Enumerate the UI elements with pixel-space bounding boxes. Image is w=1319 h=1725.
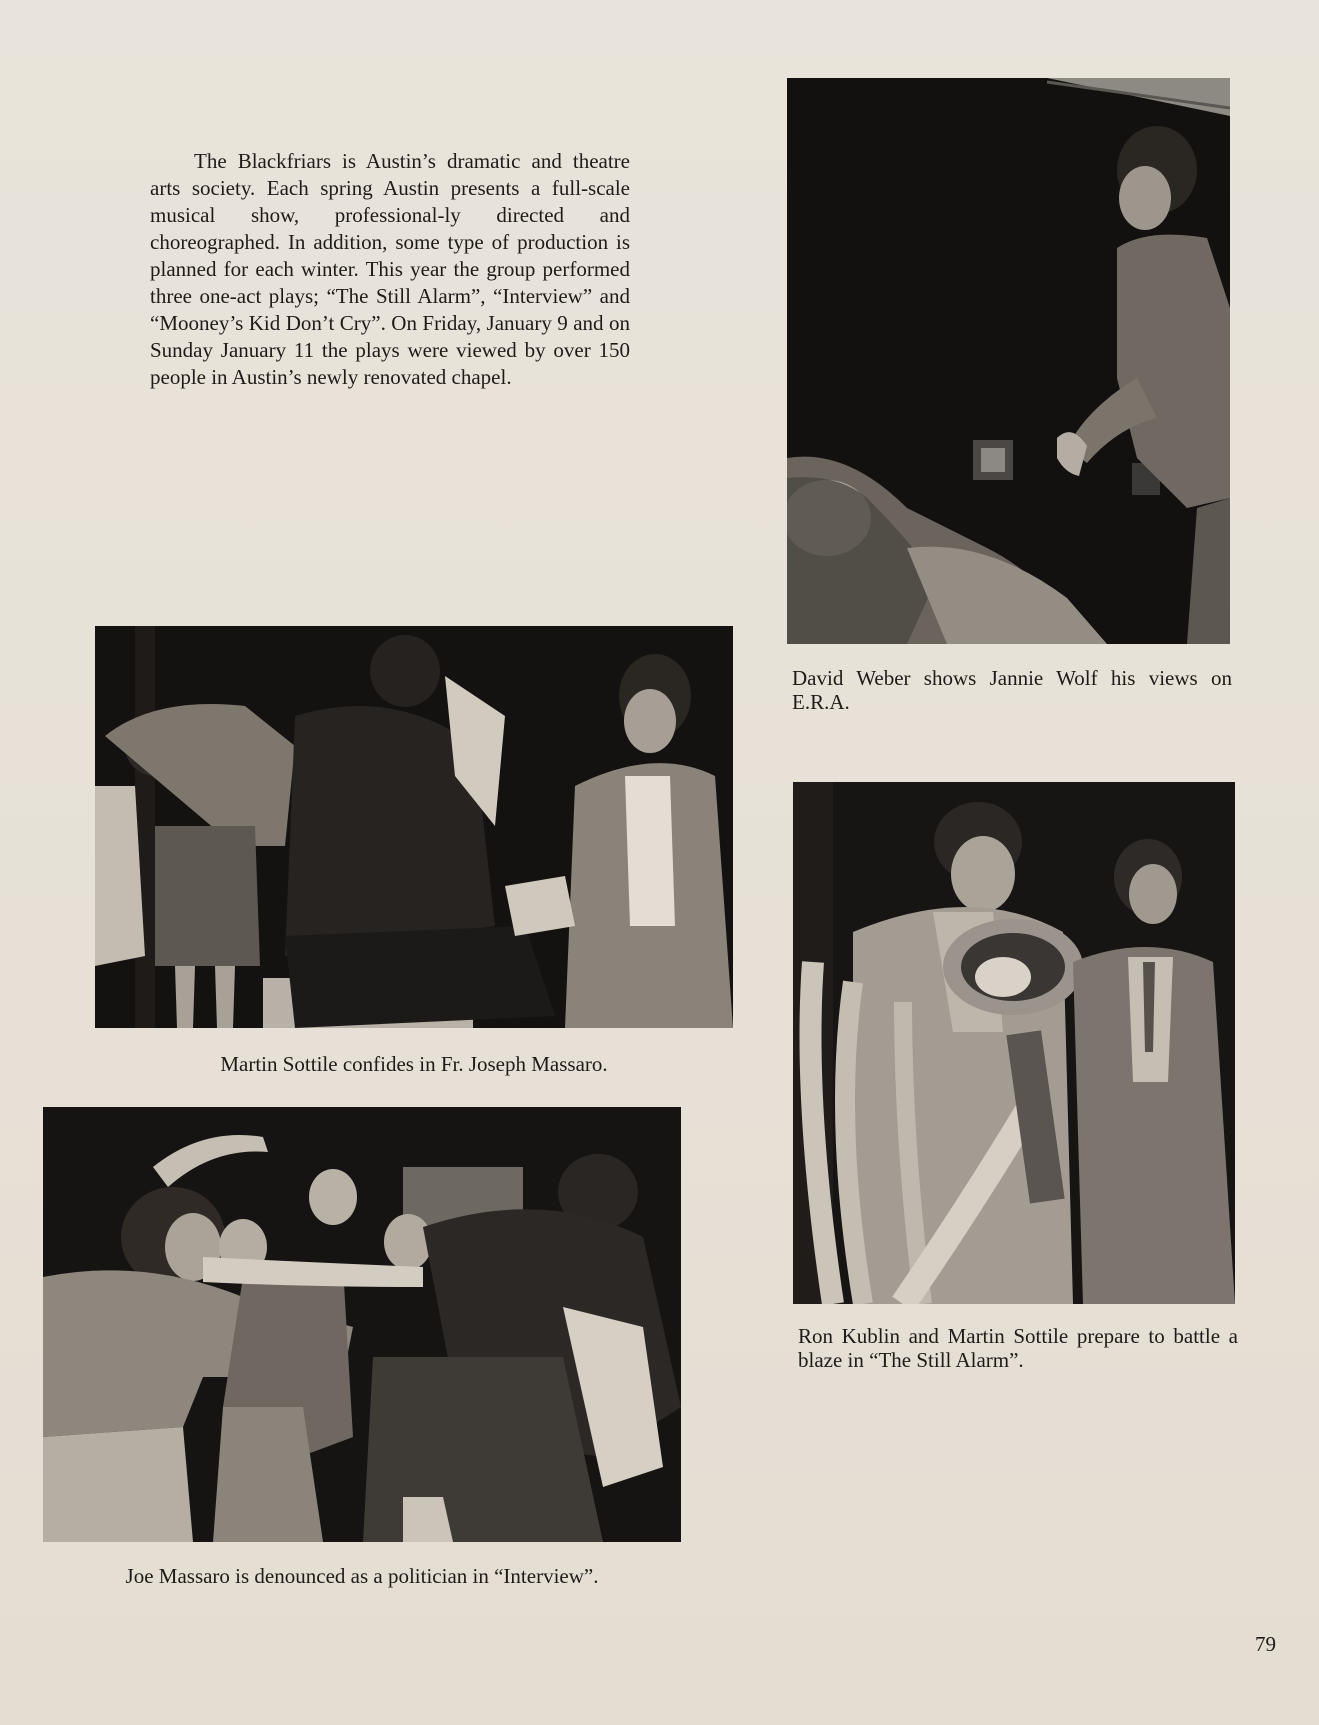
- intro-paragraph: The Blackfriars is Austin’s dramatic and theatre arts society. Each spring Austin presents a full-scale musical show, professional-ly directed and choreographed. In addition, some type of production is planned for each winter. This year the group performed three one-act plays; “The Still Alarm”, “Interview” and “Mooney’s Kid Don’t Cry”. On Friday, January 9 and on Sunday January 11 the plays were viewed by over 150 people in Austin’s newly renovated chapel.: [150, 149, 630, 389]
- photo-interview-crowd: [43, 1107, 681, 1542]
- photo-kublin-sottile-image: [793, 782, 1235, 1304]
- photo-interview-crowd-image: [43, 1107, 681, 1542]
- photo-weber-wolf: [787, 78, 1230, 644]
- photo-sottile-massaro-image: [95, 626, 733, 1028]
- caption-weber-wolf: David Weber shows Jannie Wolf his views on E.R.A.: [792, 666, 1232, 714]
- caption-kublin-sottile: Ron Kublin and Martin Sottile prepare to battle a blaze in “The Still Alarm”.: [798, 1324, 1238, 1372]
- photo-weber-wolf-image: [787, 78, 1230, 644]
- page-number: 79: [1255, 1632, 1276, 1656]
- photo-kublin-sottile: [793, 782, 1235, 1304]
- caption-interview-crowd: Joe Massaro is denounced as a politician in “Interview”.: [125, 1564, 599, 1588]
- photo-sottile-massaro: [95, 626, 733, 1028]
- caption-sottile-massaro: Martin Sottile confides in Fr. Joseph Massaro.: [220, 1052, 608, 1076]
